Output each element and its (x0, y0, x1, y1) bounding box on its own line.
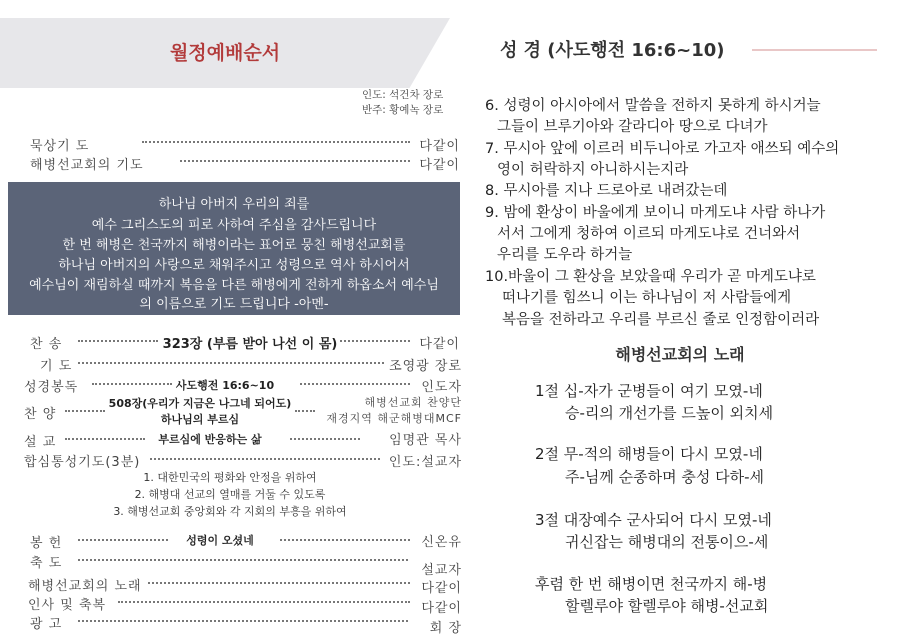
reading-passage: 사도행전 16:6~10 (175, 379, 275, 392)
song-verse-line: 할렐루야 할렐루야 해병-선교회 (565, 597, 769, 615)
row-right-silent-prayer: 다같이 (419, 139, 460, 154)
verse-line: 6. 성령이 아시아에서 말씀을 전하지 못하게 하시거늘 (485, 98, 821, 114)
leader-dots (142, 141, 410, 143)
song-verse-line: 후렴 한 번 해병이면 천국까지 해-병 (535, 575, 768, 593)
row-right-marine-prayer: 다같이 (419, 158, 460, 173)
row-right-marine-song: 다같이 (421, 581, 462, 596)
row-label-praise: 찬 양 (24, 407, 57, 422)
row-right-benediction: 설교자 (421, 563, 462, 578)
song-verse-line: 주-님께 순종하며 충성 다하-세 (565, 468, 765, 486)
row-right-unison-prayer: 인도:설교자 (388, 455, 462, 470)
hymn-title: 323장 (부름 받아 나선 이 몸) (162, 337, 338, 352)
leader-dots (340, 340, 410, 342)
prayer-topic: 3. 해병선교회 중앙회와 각 지회의 부흥을 위하여 (113, 505, 347, 518)
prayer-topic: 2. 해병대 선교의 열매를 거둘 수 있도록 (134, 488, 326, 501)
leader-dots (280, 539, 410, 541)
row-label-marine-song: 해병선교회의 노래 (28, 579, 142, 594)
praise-performer-1: 해병선교회 찬양단 (364, 396, 462, 409)
leader-dots (180, 160, 410, 162)
offering-song: 성령이 오셨네 (186, 534, 254, 547)
song-verse-line: 2절 무-적의 해병들이 다시 모였-네 (535, 445, 763, 463)
row-right-reading: 인도자 (421, 380, 462, 395)
song-verse-line: 귀신잡는 해병대의 전통이으-세 (565, 533, 769, 551)
leader-dots (78, 362, 384, 364)
song-title: 해병선교회의 노래 (615, 345, 745, 364)
pianist-credit: 반주: 황예녹 장로 (362, 104, 444, 116)
verse-line: 복음을 전하라고 우리를 부르신 줄로 인정함이러라 (502, 312, 820, 328)
prayer-line: 한 번 해병은 천국까지 해병이라는 표어로 뭉친 해병선교회를 (62, 238, 406, 253)
row-label-hymn: 찬 송 (30, 337, 63, 352)
leader-dots (300, 383, 410, 385)
verse-line: 8. 무시아를 지나 드로아로 내려갔는데 (485, 183, 728, 199)
leader-dots (150, 458, 380, 460)
leader-dots (78, 539, 168, 541)
praise-performer-2: 재경지역 해군해병대MCF (326, 412, 462, 425)
row-label-unison-prayer: 합심통성기도(3분) (24, 455, 141, 470)
verse-line: 우리를 도우라 하거늘 (497, 247, 633, 263)
leader-dots (78, 559, 408, 561)
scripture-title: 성 경 (사도행전 16:6~10) (500, 40, 725, 61)
song-verse-line: 1절 십-자가 군병들이 여기 모였-네 (535, 382, 763, 400)
row-right-notice: 회 장 (429, 621, 462, 636)
row-right-hymn: 다같이 (419, 337, 460, 352)
order-title: 월정예배순서 (169, 42, 281, 64)
leader-dots (290, 438, 360, 440)
verse-line: 영이 허락하지 아니하시는지라 (497, 162, 689, 178)
row-label-sermon: 설 교 (24, 435, 57, 450)
verse-line: 서서 그에게 청하여 이르되 마게도냐로 건너와서 (497, 226, 801, 242)
verse-line: 9. 밤에 환상이 바울에게 보이니 마게도냐 사람 하나가 (485, 205, 826, 221)
row-label-notice: 광 고 (30, 617, 63, 632)
song-verse-line: 3절 대장예수 군사되어 다시 모였-네 (535, 511, 772, 529)
marine-prayer-box (8, 182, 460, 315)
praise-song-2: 하나님의 부르심 (160, 413, 240, 426)
leader-dots (78, 340, 158, 342)
verse-line: 그들이 브루기아와 갈라디아 땅으로 다녀가 (497, 119, 768, 135)
leader-dots (78, 620, 408, 622)
row-label-benediction: 축 도 (30, 556, 63, 571)
title-rule (752, 49, 877, 51)
verse-line: 떠나기를 힘쓰니 이는 하나님이 저 사람들에게 (502, 290, 792, 306)
sermon-title: 부르심에 반응하는 삶 (158, 433, 262, 446)
row-label-prayer: 기 도 (40, 359, 73, 374)
prayer-line: 하나님 아버지의 사랑으로 채워주시고 성령으로 역사 하시어서 (58, 258, 410, 273)
leader-dots (65, 410, 105, 412)
row-right-offering: 신온유 (421, 535, 462, 550)
row-label-greeting: 인사 및 축복 (28, 598, 107, 613)
leader-credit: 인도: 석건차 장로 (362, 89, 444, 101)
leader-dots (118, 601, 410, 603)
row-label-silent-prayer: 묵상기 도 (30, 139, 90, 154)
song-verse-line: 승-리의 개선가를 드높이 외치세 (565, 404, 774, 422)
row-right-greeting: 다같이 (421, 601, 462, 616)
prayer-topic: 1. 대한민국의 평화와 안정을 위하여 (143, 471, 317, 484)
prayer-line: 의 이름으로 기도 드립니다 -아멘- (139, 297, 329, 312)
verse-line: 7. 무시아 앞에 이르러 비두니아로 가고자 애쓰되 예수의 (485, 141, 840, 157)
praise-song-1: 508장(우리가 지금은 나그네 되어도) (108, 397, 292, 410)
prayer-line: 하나님 아버지 우리의 죄를 (158, 197, 310, 212)
leader-dots (148, 582, 410, 584)
row-right-prayer: 조영광 장로 (389, 359, 462, 374)
row-label-reading: 성경봉독 (24, 380, 79, 395)
row-label-offering: 봉 헌 (30, 536, 63, 551)
verse-line: 10.바울이 그 환상을 보았을때 우리가 곧 마게도냐로 (485, 269, 816, 285)
prayer-line: 예수 그리스도의 피로 사하여 주심을 감사드립니다 (91, 218, 377, 233)
row-label-marine-prayer: 해병선교회의 기도 (30, 158, 144, 173)
prayer-line: 예수님이 재림하실 때까지 복음을 다른 해병에게 전하게 하옵소서 예수님 (29, 278, 439, 293)
row-right-sermon: 임명관 목사 (389, 433, 462, 448)
